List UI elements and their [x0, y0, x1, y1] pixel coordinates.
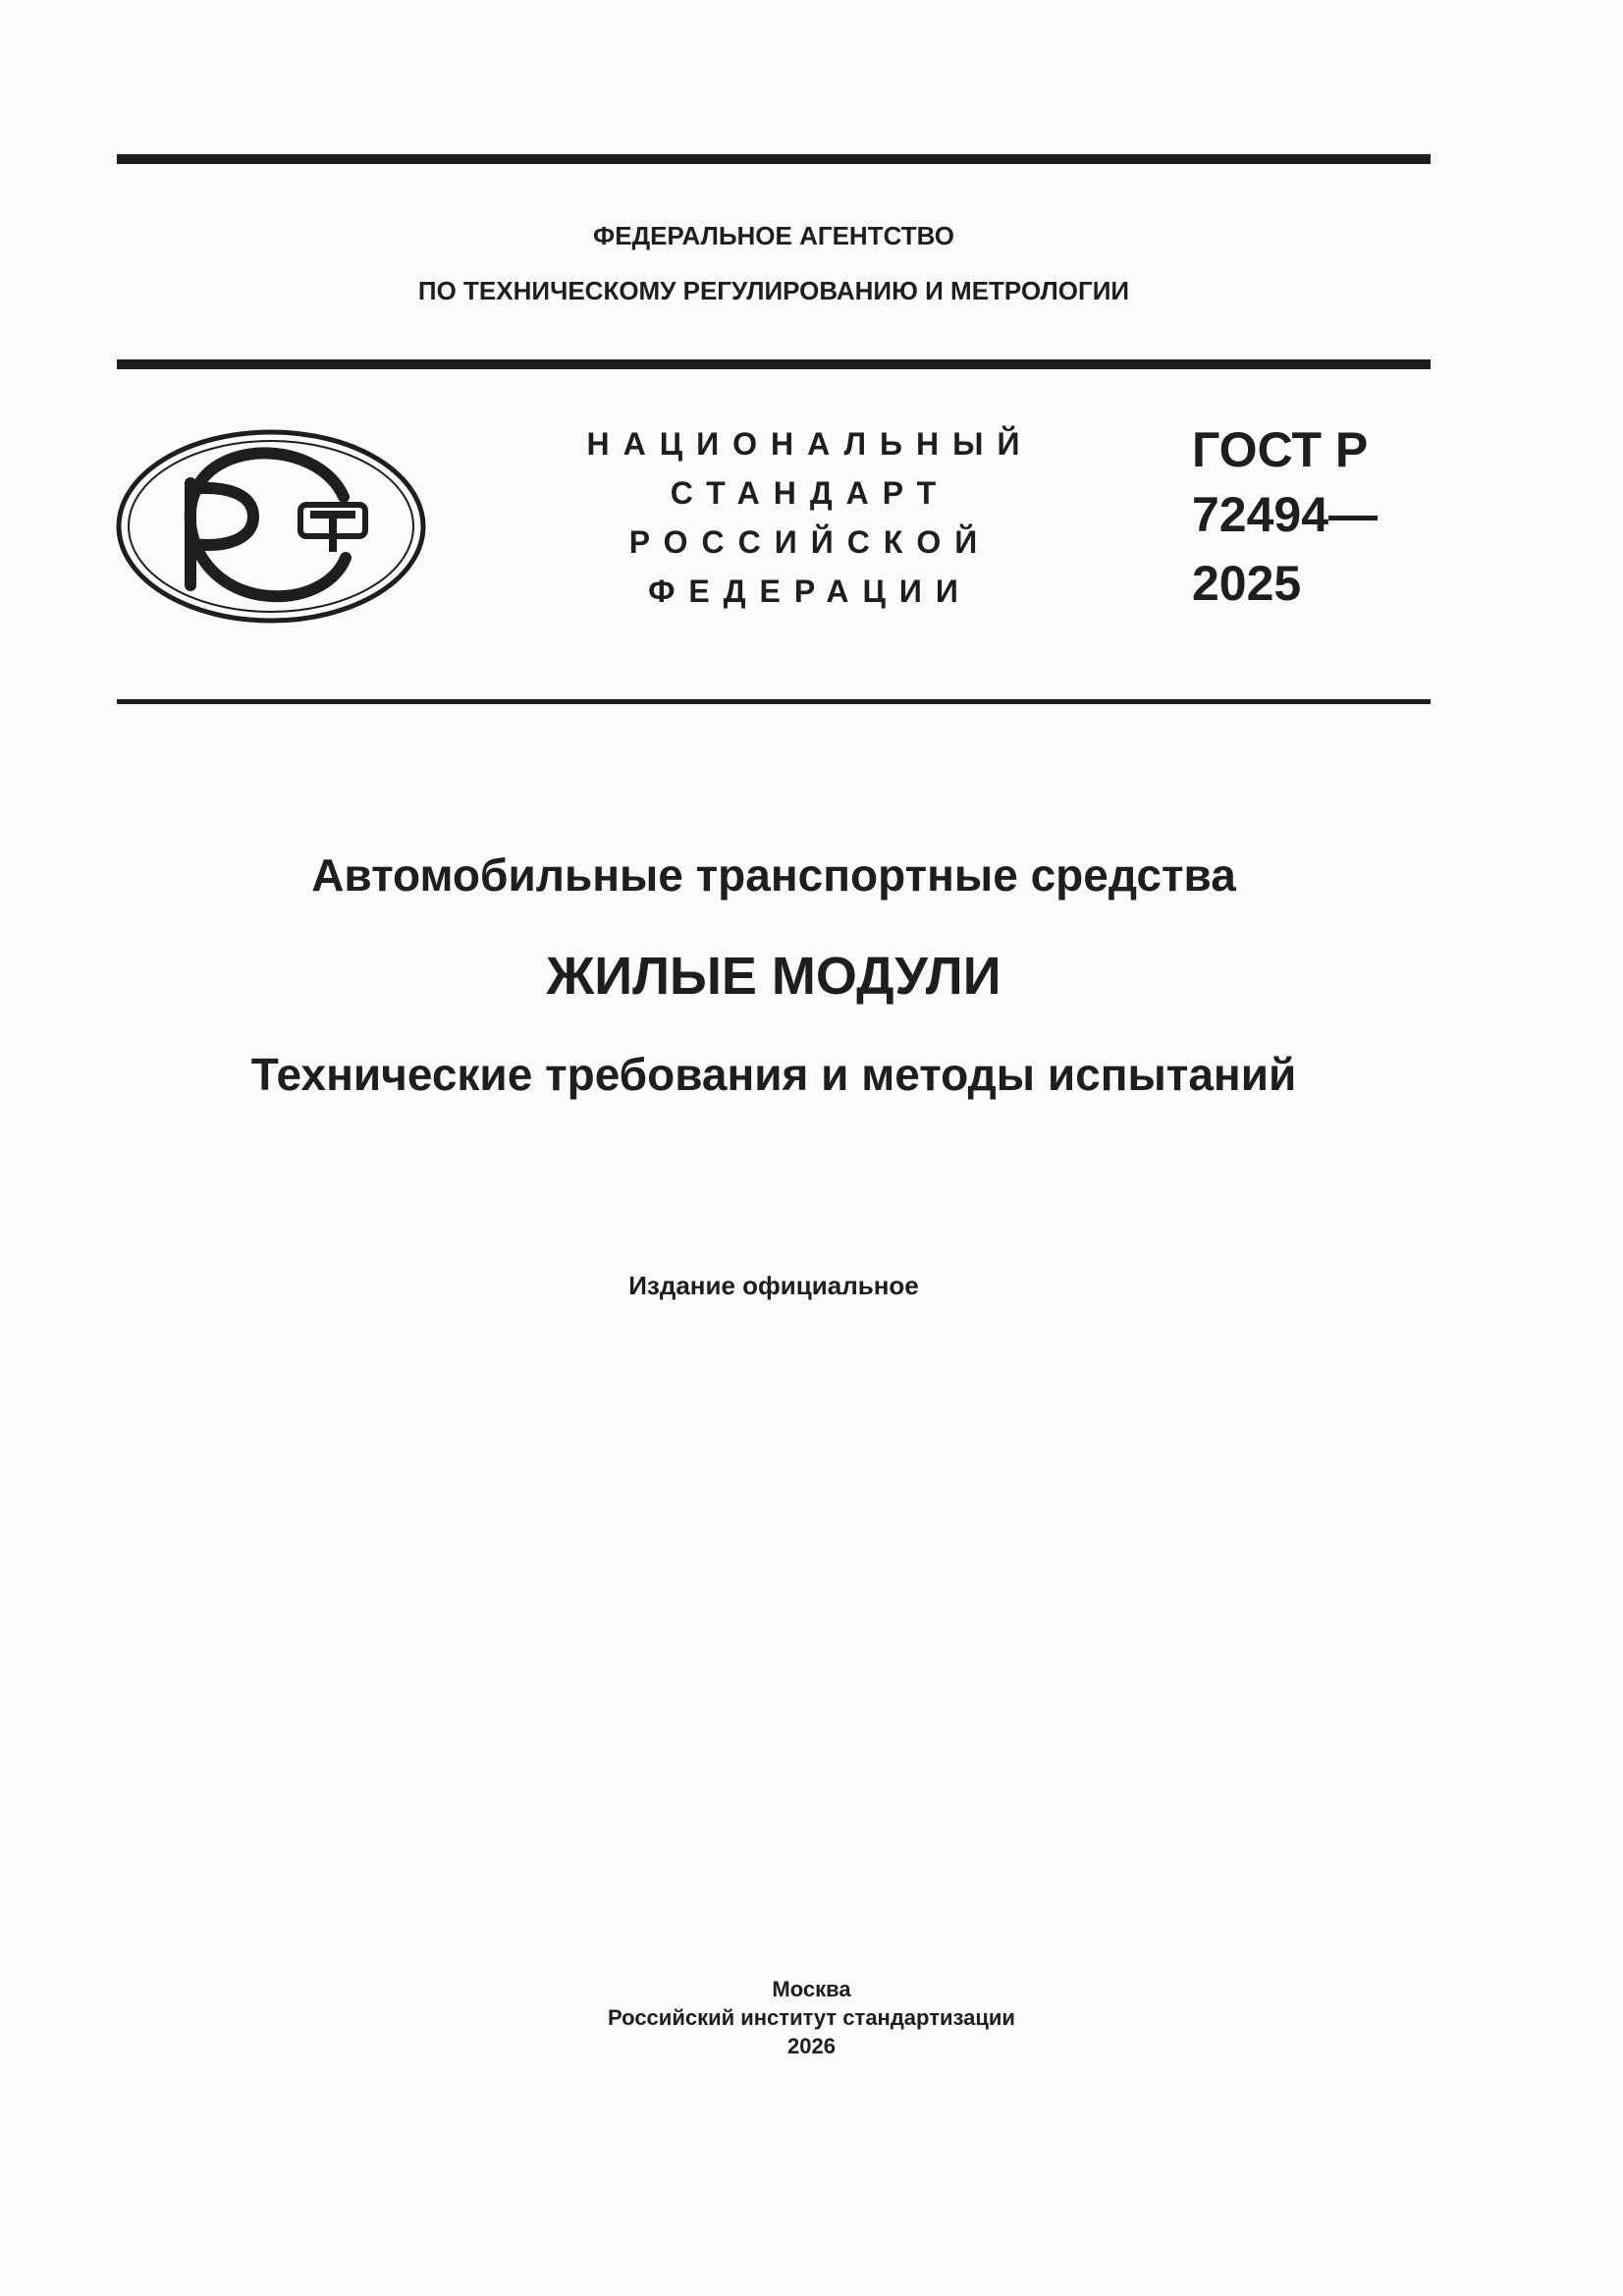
bottom-rule [117, 699, 1431, 704]
standard-designation-year: 2025 [1192, 556, 1302, 611]
standard-designation-prefix: ГОСТ Р [1192, 422, 1369, 477]
middle-rule [117, 359, 1431, 369]
imprint-city: Москва [772, 1977, 851, 2001]
imprint-publisher: Российский институт стандартизации [608, 2005, 1015, 2030]
national-standard-line-4: ФЕДЕРАЦИИ [648, 574, 972, 609]
edition-note: Издание официальное [628, 1271, 919, 1300]
rst-certification-mark-icon [116, 428, 426, 625]
document-title: ЖИЛЫЕ МОДУЛИ [546, 947, 1001, 1006]
document-subtitle: Технические требования и методы испытаний [250, 1049, 1297, 1100]
standard-designation-number: 72494— [1192, 487, 1379, 542]
document-category: Автомобильные транспортные средства [311, 849, 1236, 901]
national-standard-line-3: РОССИЙСКОЙ [628, 524, 992, 560]
top-rule [117, 154, 1431, 164]
agency-name-line-1: ФЕДЕРАЛЬНОЕ АГЕНТСТВО [593, 221, 954, 250]
national-standard-line-2: СТАНДАРТ [670, 475, 950, 511]
agency-name-line-2: ПО ТЕХНИЧЕСКОМУ РЕГУЛИРОВАНИЮ И МЕТРОЛОГИИ [417, 276, 1130, 305]
imprint-year: 2026 [787, 2034, 836, 2058]
national-standard-line-1: НАЦИОНАЛЬНЫЙ [586, 426, 1034, 462]
